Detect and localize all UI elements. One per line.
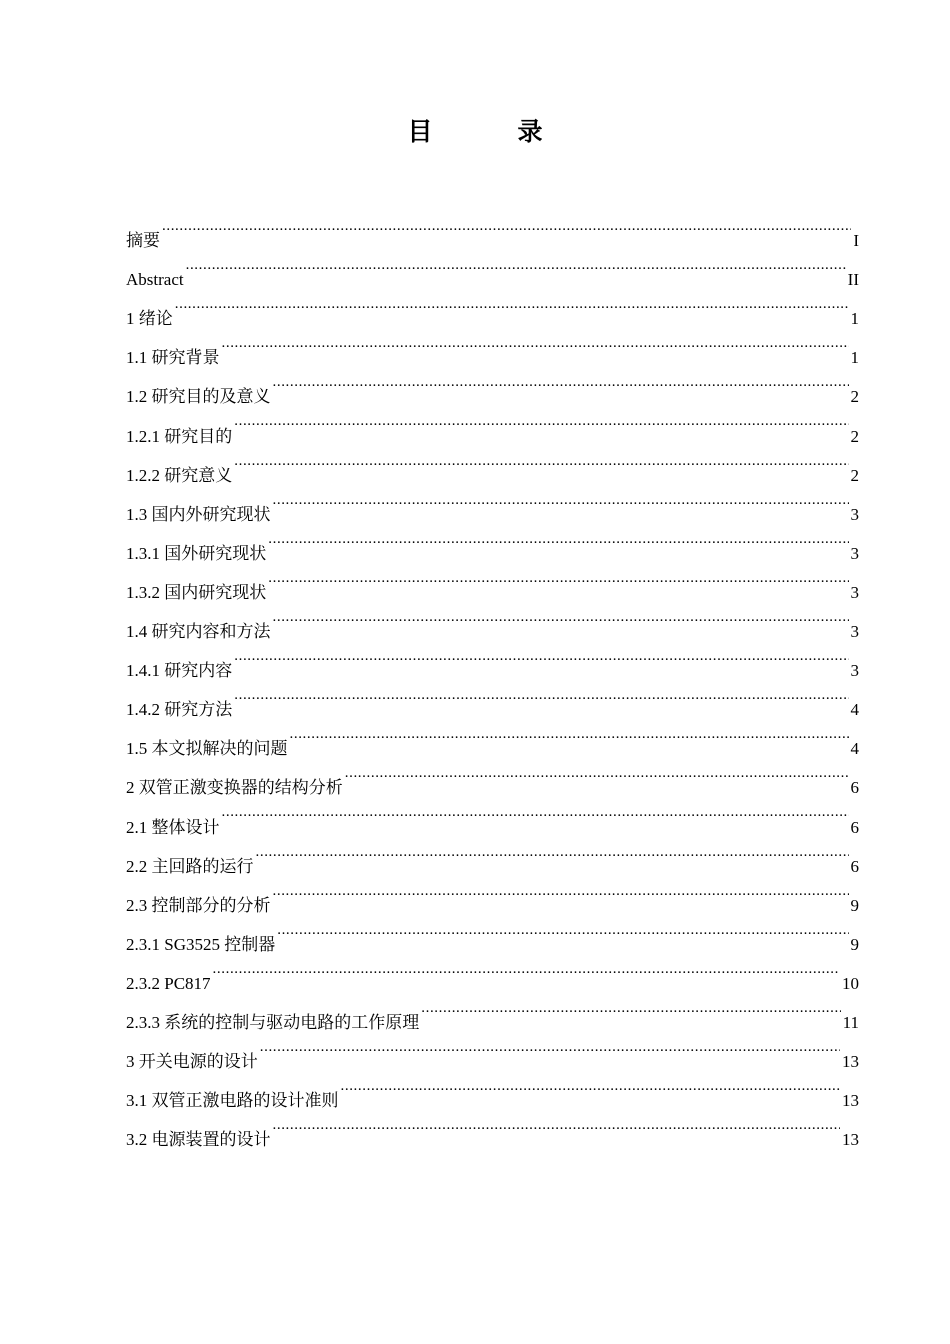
dot-leader	[234, 637, 848, 676]
toc-entry-page-number: 3	[850, 504, 859, 524]
toc-entry-label: 1.5 本文拟解决的问题	[126, 739, 288, 759]
toc-entry-label: 1 绪论	[126, 309, 173, 329]
toc-entry-page-number: II	[847, 270, 859, 290]
toc-entry-page-number: 13	[842, 1052, 859, 1072]
toc-entry-page-number: 2	[850, 426, 859, 446]
dot-leader	[273, 1106, 841, 1145]
dot-leader	[234, 676, 848, 715]
dot-leader	[234, 442, 848, 481]
dot-leader	[273, 598, 849, 637]
toc-entry-label: 1.2.2 研究意义	[126, 465, 233, 485]
toc-entry-page-number: 4	[850, 739, 859, 759]
toc-entry[interactable]	[126, 989, 859, 1032]
toc-entry-label: 2.1 整体设计	[126, 817, 220, 837]
toc-entry-page-number: 3	[850, 661, 859, 681]
toc-entry-label: 摘要	[126, 231, 160, 251]
dot-leader	[273, 872, 849, 911]
toc-entry[interactable]	[126, 833, 859, 876]
toc-entry-label: 1.4.2 研究方法	[126, 700, 233, 720]
toc-entry-label: 1.3.2 国内研究现状	[126, 582, 267, 602]
toc-entry-page-number: 1	[850, 348, 859, 368]
toc-entry[interactable]	[126, 442, 859, 485]
toc-entry[interactable]	[126, 676, 859, 720]
toc-entry[interactable]	[126, 324, 859, 368]
toc-entry-page-number: 11	[842, 1012, 859, 1032]
toc-entry-page-number: 2	[850, 465, 859, 485]
toc-entry-label: 2.3 控制部分的分析	[126, 895, 271, 915]
page-title: 目 录	[407, 117, 573, 146]
toc-entry-page-number: 3	[850, 622, 859, 642]
toc-entry-page-number: 10	[842, 973, 859, 993]
toc-entry-label: 1.1 研究背景	[126, 348, 220, 368]
toc-entry-page-number: 9	[850, 895, 859, 915]
toc-entry-label: 1.2 研究目的及意义	[126, 387, 271, 407]
toc-entry-page-number: 4	[850, 700, 859, 720]
toc-entry-label: 2.3.1 SG3525 控制器	[126, 934, 276, 954]
dot-leader	[234, 402, 848, 441]
dot-leader	[290, 715, 849, 754]
toc-entry-page-number: 6	[850, 817, 859, 837]
toc-entry-label: 1.2.1 研究目的	[126, 426, 233, 446]
toc-entry[interactable]	[126, 793, 859, 837]
dot-leader	[273, 481, 849, 520]
toc-entry-label: 2 双管正激变换器的结构分析	[126, 778, 343, 798]
dot-leader	[256, 833, 849, 872]
toc-entry-page-number: 3	[850, 582, 859, 602]
toc-entry[interactable]	[126, 950, 859, 993]
dot-leader	[345, 754, 849, 793]
toc-entry-page-number: 9	[850, 934, 859, 954]
dot-leader	[175, 285, 849, 324]
toc-entry[interactable]	[126, 637, 859, 681]
dot-leader	[421, 989, 840, 1028]
toc-entry-page-number: 13	[842, 1091, 859, 1111]
toc-entry-label: 3.1 双管正激电路的设计准则	[126, 1091, 339, 1111]
toc-entry[interactable]	[126, 285, 859, 329]
toc-entry-page-number: 2	[850, 387, 859, 407]
toc-entry-page-number: 3	[850, 543, 859, 563]
toc-entry[interactable]	[126, 481, 859, 524]
toc-entry[interactable]	[126, 715, 859, 759]
dot-leader	[213, 950, 840, 989]
toc-entry-label: 1.4.1 研究内容	[126, 661, 233, 681]
dot-leader	[222, 793, 849, 832]
toc-entry[interactable]	[126, 246, 859, 290]
toc-entry-label: 3.2 电源装置的设计	[126, 1130, 271, 1150]
toc-entry-label: 2.3.3 系统的控制与驱动电路的工作原理	[126, 1012, 420, 1032]
dot-leader	[277, 911, 848, 950]
dot-leader	[341, 1067, 841, 1106]
toc-entry-label: Abstract	[126, 270, 184, 290]
toc-entry-label: 1.3.1 国外研究现状	[126, 543, 267, 563]
toc-entry-label: 1.4 研究内容和方法	[126, 622, 271, 642]
toc-entry-label: 2.2 主回路的运行	[126, 856, 254, 876]
dot-leader	[268, 559, 848, 598]
toc-entry[interactable]	[126, 363, 859, 407]
toc-entry-page-number: 13	[842, 1130, 859, 1150]
dot-leader	[222, 324, 849, 363]
dot-leader	[162, 207, 851, 246]
toc-entry-label: 1.3 国内外研究现状	[126, 504, 271, 524]
dot-leader	[268, 520, 848, 559]
toc-entry[interactable]	[126, 207, 859, 251]
table-of-contents	[126, 207, 859, 1150]
toc-entry[interactable]	[126, 402, 859, 446]
toc-entry-page-number: I	[853, 231, 859, 251]
toc-entry-label: 2.3.2 PC817	[126, 973, 211, 993]
toc-entry-page-number: 1	[850, 309, 859, 329]
toc-entry-label: 3 开关电源的设计	[126, 1052, 258, 1072]
toc-entry-page-number: 6	[850, 778, 859, 798]
dot-leader	[273, 363, 849, 402]
toc-entry-page-number: 6	[850, 856, 859, 876]
dot-leader	[186, 246, 846, 285]
dot-leader	[260, 1028, 840, 1067]
